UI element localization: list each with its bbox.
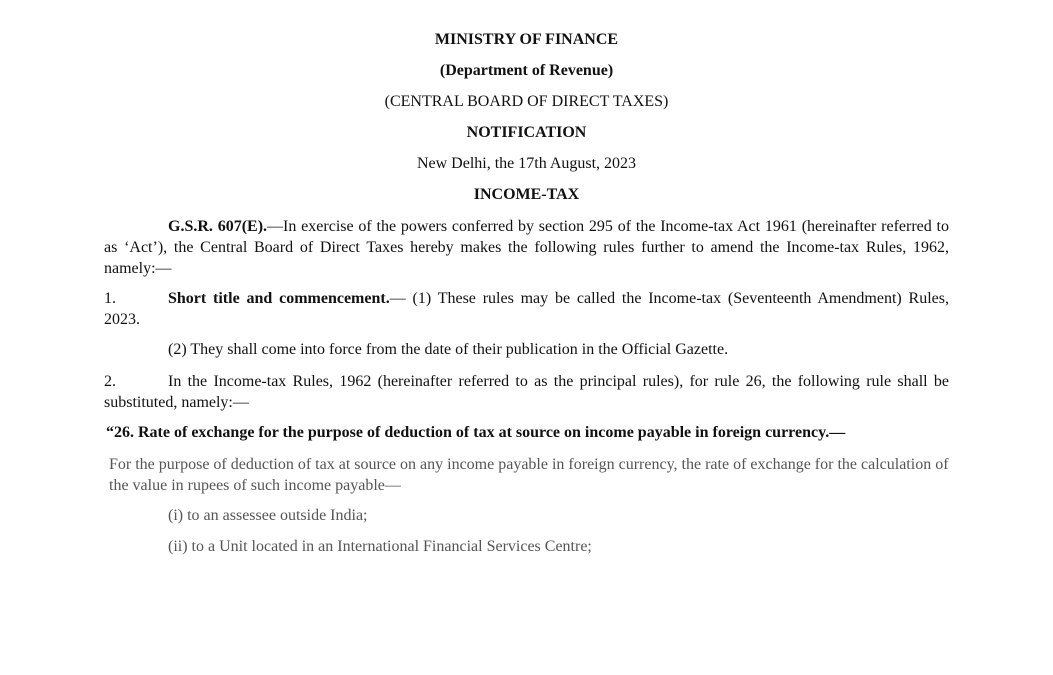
rule26-text: For the purpose of deduction of tax at source on any income payable in foreign currency, the rate of exchange for the calculation of the value in rupees of such income payable—	[109, 456, 949, 494]
rule26-item-1: (i) to an assessee outside India;	[168, 507, 368, 524]
department-heading: (Department of Revenue)	[439, 62, 614, 79]
rule1-subclause-2: (2) They shall come into force from the date of their publication in the Official Gazette.	[168, 341, 729, 358]
rule2-number: 2.	[104, 373, 116, 390]
board-heading: (CENTRAL BOARD OF DIRECT TAXES)	[384, 93, 669, 110]
preamble-text: —In exercise of the powers conferred by section 295 of the Income-tax Act 1961 (hereinafter referred to as ‘Act’), the Central Board of Direct Taxes hereby makes the following rules further to amend the Income-tax Rules, 1962, namely:—	[104, 218, 950, 277]
rule1-text: — (1) These rules may be called the Income-tax (Seventeenth Amendment) Rules, 2023.	[104, 290, 950, 328]
place-date-line: New Delhi, the 17th August, 2023	[416, 155, 637, 172]
preamble-paragraph	[104, 216, 949, 279]
rule1-paragraph	[104, 288, 949, 330]
subject-heading: INCOME-TAX	[473, 186, 580, 203]
rule1-number: 1.	[104, 290, 116, 307]
gsr-number: G.S.R. 607(E).	[168, 218, 268, 235]
ministry-heading: MINISTRY OF FINANCE	[434, 31, 619, 48]
rule1-heading: Short title and commencement.	[168, 290, 390, 307]
rule2-paragraph	[104, 371, 949, 413]
rule26-heading: “26. Rate of exchange for the purpose of deduction of tax at source on income payable in foreign currency.—	[106, 424, 846, 441]
notification-heading: NOTIFICATION	[466, 124, 587, 141]
rule2-text: In the Income-tax Rules, 1962 (hereinafter referred to as the principal rules), for rule 26, the following rule shall be substituted, namely:—	[104, 373, 949, 411]
rule26-item-2: (ii) to a Unit located in an International Financial Services Centre;	[168, 538, 592, 555]
